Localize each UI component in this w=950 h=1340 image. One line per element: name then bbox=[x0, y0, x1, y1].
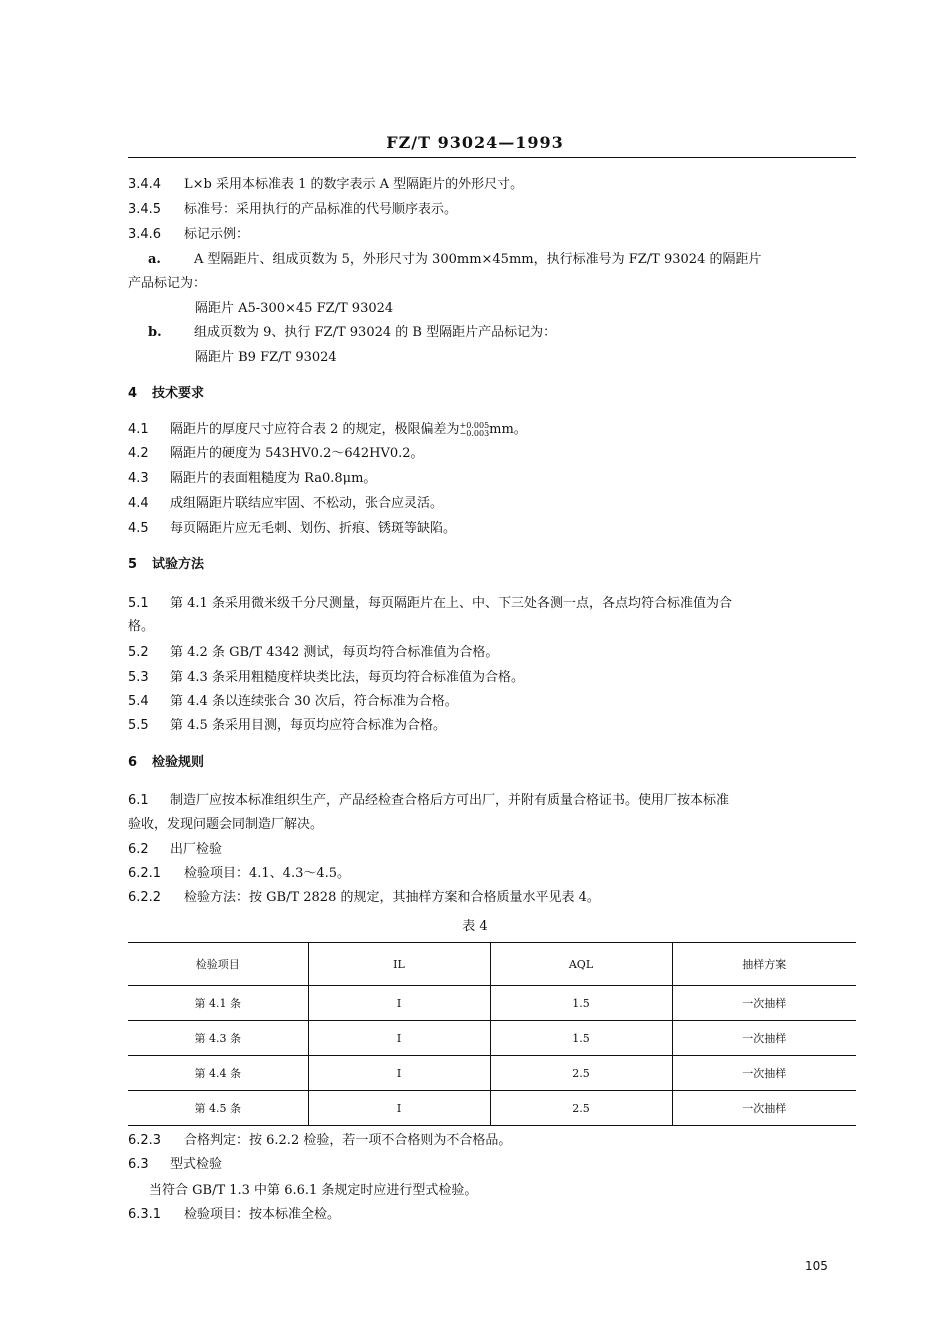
clause-number: 5.1 bbox=[128, 596, 149, 611]
cell-aql: 2.5 bbox=[490, 1056, 672, 1091]
clause-5-2 bbox=[128, 643, 856, 663]
clause-number: 3.4.5 bbox=[128, 202, 162, 217]
clause-3-4-6 bbox=[128, 225, 856, 245]
cell-plan: 一次抽样 bbox=[672, 1091, 856, 1126]
cell-item: 第 4.1 条 bbox=[128, 986, 308, 1021]
clause-5-5 bbox=[128, 716, 856, 736]
clause-text: 成组隔距片联结应牢固、不松动，张合应灵活。 bbox=[170, 496, 444, 511]
cell-item: 第 4.4 条 bbox=[128, 1056, 308, 1091]
section-6-heading bbox=[128, 753, 856, 773]
clause-text: 隔距片的表面粗糙度为 Ra0.8μm。 bbox=[170, 471, 377, 486]
clause-text: 第 4.2 条 GB/T 4342 测试，每页均符合标准值为合格。 bbox=[170, 645, 499, 660]
clause-6-2-3 bbox=[128, 1131, 856, 1151]
example-b bbox=[148, 323, 855, 343]
cell-il: I bbox=[308, 1021, 490, 1056]
table-title: 表 4 bbox=[462, 919, 488, 934]
clause-number: 5.4 bbox=[128, 694, 149, 709]
clause-3-4-5 bbox=[128, 200, 856, 220]
clause-number: 6.1 bbox=[128, 793, 149, 808]
clause-4-4 bbox=[128, 494, 856, 514]
clause-text: 出厂检验 bbox=[170, 842, 223, 857]
example-a bbox=[148, 250, 855, 270]
example-b-label: b. bbox=[148, 325, 162, 340]
clause-number: 6.2.3 bbox=[128, 1133, 162, 1148]
table-row bbox=[128, 1056, 856, 1091]
section-5-heading bbox=[128, 555, 856, 575]
clause-4-1 bbox=[128, 420, 856, 440]
header-il: IL bbox=[308, 943, 490, 986]
table-row bbox=[128, 986, 856, 1021]
clause-text: 制造厂应按本标准组织生产，产品经检查合格后方可出厂，并附有质量合格证书。使用厂按本标准 bbox=[170, 793, 730, 808]
table-row bbox=[128, 1091, 856, 1126]
cell-plan: 一次抽样 bbox=[672, 986, 856, 1021]
section-number: 5 bbox=[128, 557, 138, 572]
cell-il: I bbox=[308, 1091, 490, 1126]
cell-il: I bbox=[308, 986, 490, 1021]
section-number: 6 bbox=[128, 755, 138, 770]
cell-aql: 2.5 bbox=[490, 1091, 672, 1126]
clause-text: L×b 采用本标准表 1 的数字表示 A 型隔距片的外形尺寸。 bbox=[184, 177, 524, 192]
cell-item: 第 4.3 条 bbox=[128, 1021, 308, 1056]
header-aql: AQL bbox=[490, 943, 672, 986]
clause-5-4 bbox=[128, 692, 856, 712]
clause-text: 第 4.1 条采用微米级千分尺测量，每页隔距片在上、中、下三处各测一点，各点均符合标准值为合 bbox=[170, 596, 732, 611]
cell-item: 第 4.5 条 bbox=[128, 1091, 308, 1126]
tolerance-upper: +0.005 bbox=[459, 420, 490, 430]
header-sampling-plan: 抽样方案 bbox=[672, 943, 856, 986]
inspection-table bbox=[128, 942, 856, 1126]
cell-il: I bbox=[308, 1056, 490, 1091]
header-inspection-item: 检验项目 bbox=[128, 943, 308, 986]
clause-6-1 bbox=[128, 791, 856, 811]
clause-text: 型式检验 bbox=[170, 1157, 223, 1172]
clause-number: 4.4 bbox=[128, 496, 149, 511]
clause-5-1 bbox=[128, 594, 856, 614]
clause-number: 4.2 bbox=[128, 446, 149, 461]
clause-4-2 bbox=[128, 444, 856, 464]
clause-number: 5.3 bbox=[128, 670, 149, 685]
clause-text-tail: mm。 bbox=[489, 422, 527, 437]
clause-text: 标准号：采用执行的产品标准的代号顺序表示。 bbox=[184, 202, 458, 217]
clause-number: 6.2.2 bbox=[128, 890, 162, 905]
table-row bbox=[128, 1021, 856, 1056]
clause-number: 3.4.6 bbox=[128, 227, 162, 242]
clause-number: 5.2 bbox=[128, 645, 149, 660]
clause-number: 4.5 bbox=[128, 521, 149, 536]
tolerance-lower: −0.003 bbox=[459, 428, 490, 438]
section-4-heading bbox=[128, 384, 856, 404]
clause-number: 3.4.4 bbox=[128, 177, 162, 192]
clause-6-3-body: 当符合 GB/T 1.3 中第 6.6.1 条规定时应进行型式检验。 bbox=[149, 1183, 478, 1198]
clause-text: 隔距片的硬度为 543HV0.2～642HV0.2。 bbox=[170, 446, 424, 461]
section-number: 4 bbox=[128, 386, 138, 401]
clause-6-1-continued: 验收，发现问题会同制造厂解决。 bbox=[128, 817, 324, 832]
clause-text: 每页隔距片应无毛刺、划伤、折痕、锈斑等缺陷。 bbox=[170, 521, 457, 536]
clause-text: 第 4.3 条采用粗糙度样块类比法，每页均符合标准值为合格。 bbox=[170, 670, 524, 685]
clause-text: 隔距片的厚度尺寸应符合表 2 的规定，极限偏差为 bbox=[170, 422, 460, 437]
clause-text: 第 4.4 条以连续张合 30 次后，符合标准为合格。 bbox=[170, 694, 458, 709]
cell-plan: 一次抽样 bbox=[672, 1056, 856, 1091]
section-title: 技术要求 bbox=[152, 386, 205, 401]
example-a-label: a. bbox=[148, 252, 161, 267]
clause-number: 6.3.1 bbox=[128, 1207, 162, 1222]
clause-number: 6.2.1 bbox=[128, 866, 162, 881]
clause-number: 6.2 bbox=[128, 842, 149, 857]
header-rule bbox=[128, 157, 856, 158]
clause-5-1-continued: 格。 bbox=[128, 619, 155, 634]
clause-6-3-1 bbox=[128, 1205, 856, 1225]
clause-text: 标记示例： bbox=[184, 227, 250, 242]
clause-number: 6.3 bbox=[128, 1157, 149, 1172]
clause-number: 4.1 bbox=[128, 422, 149, 437]
clause-6-2 bbox=[128, 840, 856, 860]
cell-plan: 一次抽样 bbox=[672, 1021, 856, 1056]
clause-text: 检验项目：4.1、4.3～4.5。 bbox=[184, 866, 351, 881]
clause-text: 检验项目：按本标准全检。 bbox=[184, 1207, 341, 1222]
clause-text: 检验方法：按 GB/T 2828 的规定，其抽样方案和合格质量水平见表 4。 bbox=[184, 890, 600, 905]
cell-aql: 1.5 bbox=[490, 986, 672, 1021]
standard-code-header: FZ/T 93024—1993 bbox=[386, 133, 564, 152]
clause-4-5 bbox=[128, 519, 856, 539]
cell-aql: 1.5 bbox=[490, 1021, 672, 1056]
clause-4-3 bbox=[128, 469, 856, 489]
example-a-mark: 隔距片 A5-300×45 FZ/T 93024 bbox=[195, 301, 394, 316]
tolerance bbox=[460, 422, 490, 438]
table-header-row bbox=[128, 943, 856, 986]
example-a-continued: 产品标记为： bbox=[128, 276, 207, 291]
clause-number: 5.5 bbox=[128, 718, 149, 733]
clause-6-2-1 bbox=[128, 864, 856, 884]
clause-text: 第 4.5 条采用目测，每页均应符合标准为合格。 bbox=[170, 718, 446, 733]
page-number: 105 bbox=[805, 1259, 828, 1273]
clause-6-3 bbox=[128, 1155, 856, 1175]
clause-text: 合格判定：按 6.2.2 检验，若一项不合格则为不合格品。 bbox=[184, 1133, 512, 1148]
example-a-text: A 型隔距片、组成页数为 5，外形尺寸为 300mm×45mm，执行标准号为 FZ/T 93024 的隔距片 bbox=[194, 252, 762, 267]
clause-6-2-2 bbox=[128, 888, 856, 908]
clause-number: 4.3 bbox=[128, 471, 149, 486]
example-b-mark: 隔距片 B9 FZ/T 93024 bbox=[195, 350, 337, 365]
section-title: 检验规则 bbox=[152, 755, 205, 770]
clause-5-3 bbox=[128, 668, 856, 688]
section-title: 试验方法 bbox=[152, 557, 205, 572]
clause-3-4-4 bbox=[128, 175, 856, 195]
example-b-text: 组成页数为 9、执行 FZ/T 93024 的 B 型隔距片产品标记为： bbox=[194, 325, 557, 340]
